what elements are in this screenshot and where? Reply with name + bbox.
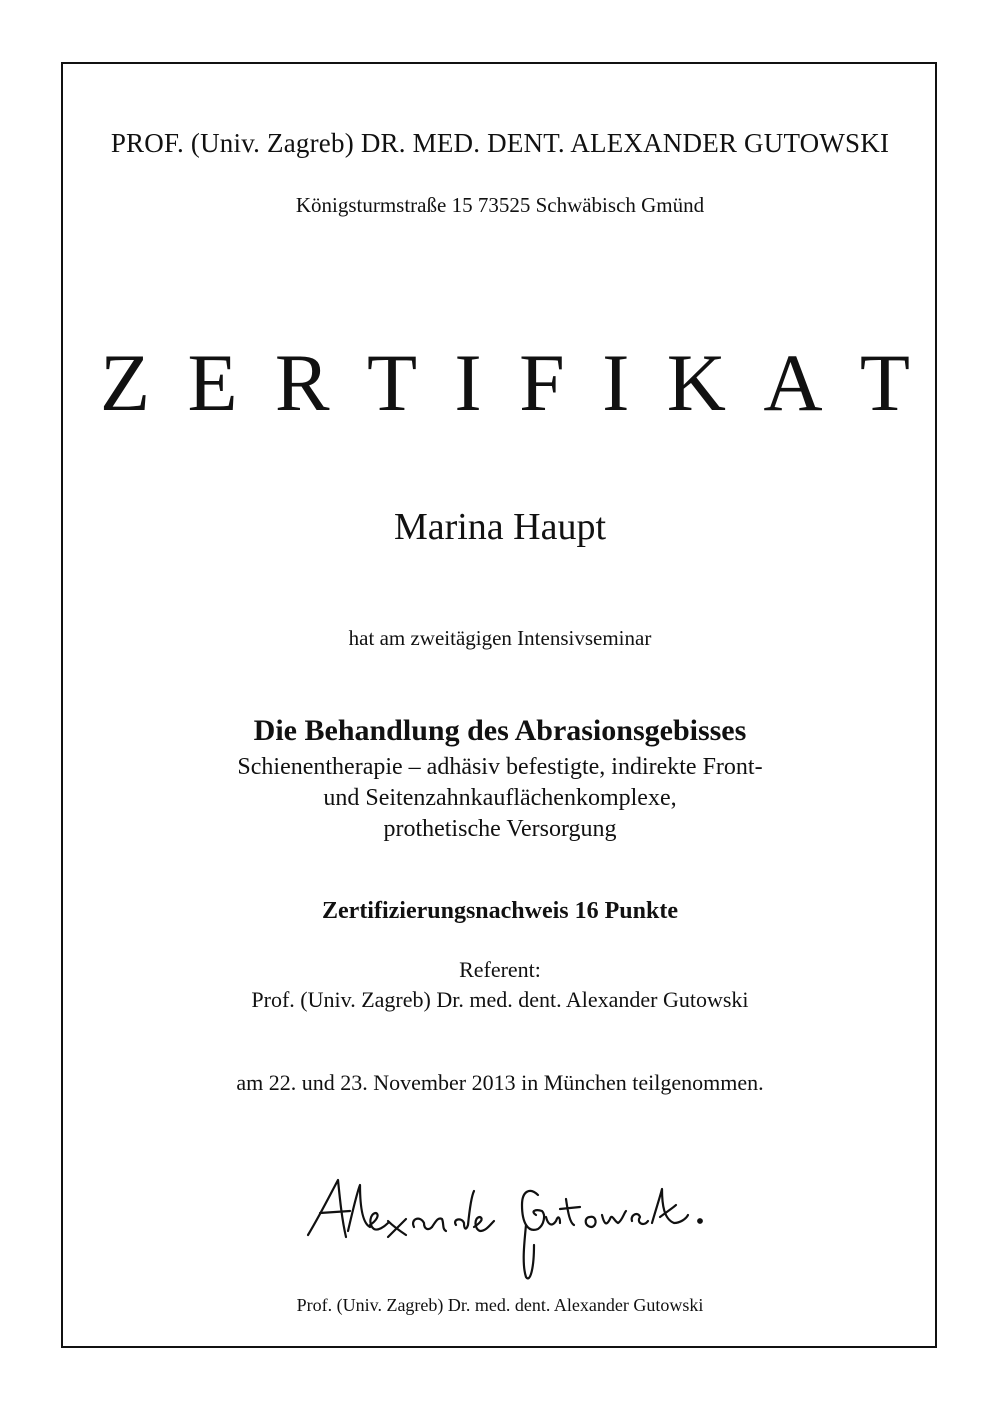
description-line: prothetische Versorgung (383, 816, 617, 842)
title-letter: A (763, 337, 823, 428)
title-letter: F (519, 337, 565, 428)
referent-name: Prof. (Univ. Zagreb) Dr. med. dent. Alexander Gutowski (251, 987, 749, 1012)
title-letter: I (454, 337, 482, 428)
title-letter: E (187, 337, 238, 428)
signer-name: Prof. (Univ. Zagreb) Dr. med. dent. Alexander Gutowski (296, 1295, 704, 1315)
seminar-description (0, 752, 1000, 845)
certificate-title (100, 336, 910, 430)
title-letter: R (274, 337, 330, 428)
title-letter: T (859, 337, 910, 428)
title-letter: T (366, 337, 418, 428)
description-line: Schienentherapie – adhäsiv befestigte, indirekte Front- (237, 754, 763, 780)
certificate-border (61, 62, 937, 1348)
issuer-address: Königsturmstraße 15 73525 Schwäbisch Gmünd (295, 193, 705, 217)
issuer-name: PROF. (Univ. Zagreb) DR. MED. DENT. ALEXANDER GUTOWSKI (110, 128, 890, 158)
recipient-name: Marina Haupt (393, 506, 607, 548)
certification-points: Zertifizierungsnachweis 16 Punkte (322, 898, 678, 924)
closing-text: am 22. und 23. November 2013 in München teilgenommen. (236, 1070, 764, 1095)
title-letter: Z (100, 337, 151, 428)
seminar-title: Die Behandlung des Abrasionsgebisses (253, 714, 747, 747)
title-letter: K (666, 337, 726, 428)
title-letter: I (602, 337, 630, 428)
intro-text: hat am zweitägigen Intensivseminar (348, 626, 652, 650)
description-line: und Seitenzahnkauflächenkomplexe, (323, 785, 677, 811)
handwritten-signature (290, 1165, 730, 1290)
referent-label: Referent: (459, 957, 541, 982)
